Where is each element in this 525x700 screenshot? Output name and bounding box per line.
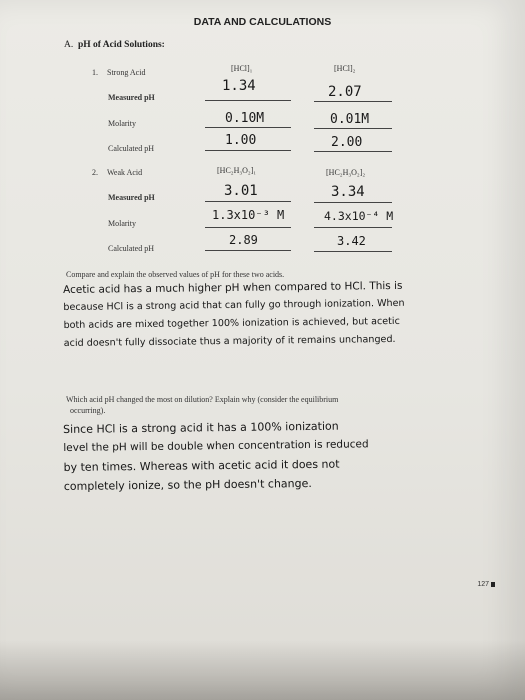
page-heading: DATA AND CALCULATIONS bbox=[193, 16, 332, 28]
section-a-title bbox=[64, 40, 165, 50]
answer-line-text: acid doesn't fully dissociate thus a majority of it remains unchanged. bbox=[63, 333, 396, 349]
section-title: pH of Acid Solutions: bbox=[78, 40, 165, 50]
strong-calc-ph-1: 1.00 bbox=[225, 133, 257, 148]
weak-molarity-2: 4.3x10⁻⁴ M bbox=[324, 209, 394, 223]
weak-molarity-1: 1.3x10⁻³ M bbox=[212, 208, 285, 222]
answer-dilution bbox=[63, 416, 369, 496]
answer-line-text: because HCl is a strong acid that can fully go through ionization. When bbox=[63, 297, 405, 313]
answer-line bbox=[205, 250, 291, 251]
weak-measured-ph-1: 3.01 bbox=[224, 183, 258, 199]
answer-line bbox=[314, 251, 392, 252]
answer-line-text: both acids are mixed together 100% ionization is achieved, but acetic bbox=[63, 315, 400, 331]
strong-acid-num: 1. bbox=[92, 68, 98, 77]
strong-col2-header: [HCl]₂ bbox=[334, 64, 356, 73]
strong-col1-header: [HCl]₁ bbox=[231, 64, 253, 73]
strong-molarity-1: 0.10M bbox=[225, 111, 265, 126]
weak-measured-ph-2: 3.34 bbox=[331, 184, 365, 200]
weak-row-label: Molarity bbox=[108, 219, 136, 228]
weak-row-label: Measured pH bbox=[108, 193, 155, 202]
strong-measured-ph-2: 2.07 bbox=[328, 84, 362, 100]
weak-col2-header: [HC₂H₃O₂]₂ bbox=[326, 168, 366, 177]
answer-line bbox=[205, 201, 291, 202]
photo-shadow bbox=[0, 640, 525, 700]
weak-row-label: Calculated pH bbox=[108, 244, 154, 253]
page-number bbox=[477, 581, 495, 588]
answer-line bbox=[205, 100, 291, 101]
strong-molarity-2: 0.01M bbox=[330, 112, 370, 127]
strong-row-label: Molarity bbox=[108, 119, 136, 128]
answer-compare bbox=[63, 277, 405, 353]
answer-line bbox=[314, 202, 392, 203]
weak-calc-ph-1: 2.89 bbox=[229, 233, 258, 247]
section-letter: A. bbox=[64, 40, 74, 50]
question-dilution bbox=[66, 394, 338, 416]
answer-line bbox=[205, 127, 291, 128]
question-line: Which acid pH changed the most on dilution? Explain why (consider the equilibrium bbox=[66, 395, 339, 404]
answer-line-text: level the pH will be double when concentration is reduced bbox=[63, 438, 369, 454]
strong-acid-label: Strong Acid bbox=[107, 68, 146, 77]
answer-line bbox=[314, 227, 392, 228]
strong-row-label: Measured pH bbox=[108, 93, 155, 102]
weak-acid-label: Weak Acid bbox=[107, 168, 143, 177]
answer-line-text: Since HCl is a strong acid it has a 100% ionization bbox=[63, 419, 339, 436]
answer-line-text: by ten times. Whereas with acetic acid it does not bbox=[63, 457, 340, 474]
question-compare: Compare and explain the observed values of pH for these two acids. bbox=[66, 270, 285, 279]
strong-measured-ph-1: 1.34 bbox=[222, 78, 256, 94]
weak-calc-ph-2: 3.42 bbox=[337, 234, 366, 248]
answer-line-text: completely ionize, so the pH doesn't change. bbox=[63, 476, 312, 493]
weak-col1-header: [HC₂H₃O₂]₁ bbox=[217, 166, 257, 175]
answer-line bbox=[314, 128, 392, 129]
answer-line bbox=[314, 101, 392, 102]
strong-calc-ph-2: 2.00 bbox=[331, 135, 363, 150]
answer-line-text: Acetic acid has a much higher pH when compared to HCl. This is bbox=[63, 279, 403, 296]
answer-line bbox=[205, 227, 291, 228]
answer-line bbox=[205, 150, 291, 151]
question-line: occurring). bbox=[70, 406, 106, 415]
weak-acid-num: 2. bbox=[92, 168, 98, 177]
page-number-text: 127 bbox=[477, 581, 489, 588]
answer-line bbox=[314, 151, 392, 152]
strong-row-label: Calculated pH bbox=[108, 144, 154, 153]
